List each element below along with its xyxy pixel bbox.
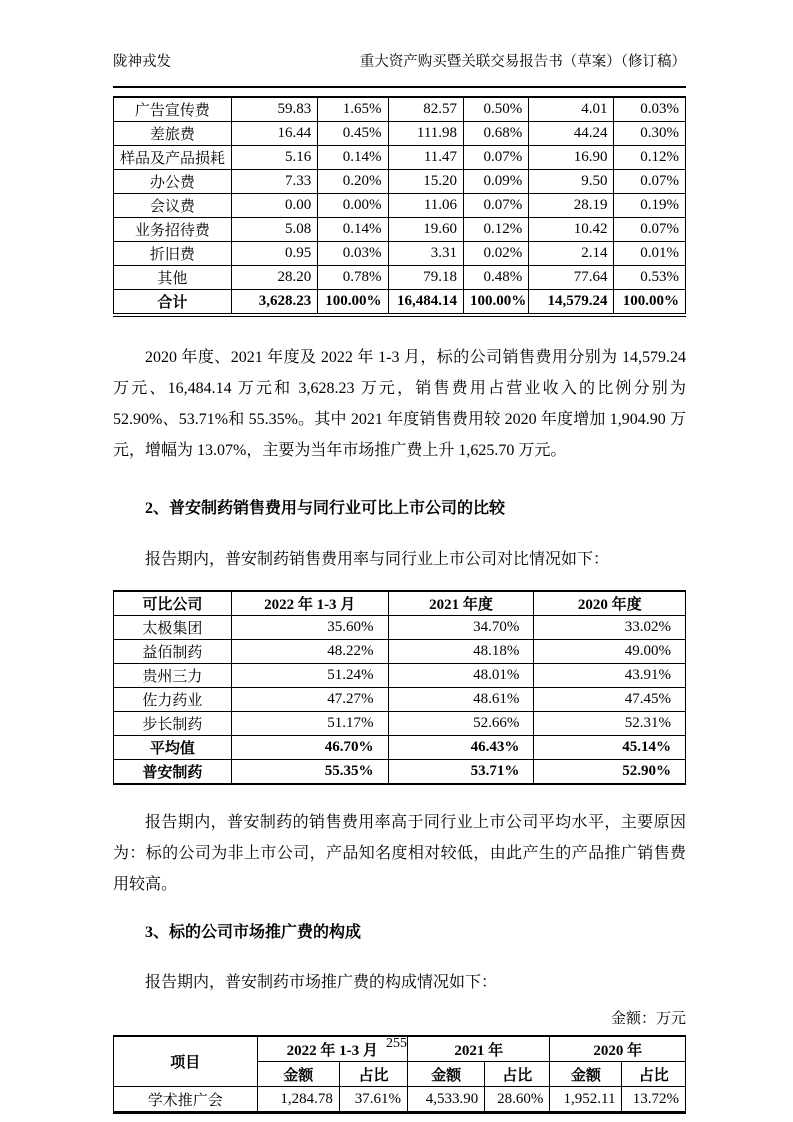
cell: 3,628.23 <box>231 290 317 316</box>
cell: 4.01 <box>529 97 614 122</box>
row-label: 佐力药业 <box>114 688 232 712</box>
column-header-period: 2021 年 <box>407 1036 549 1062</box>
cell: 28.60% <box>485 1087 550 1113</box>
table-row <box>114 688 686 712</box>
cell: 47.45% <box>534 688 686 712</box>
row-label: 差旅费 <box>114 122 232 146</box>
cell: 0.53% <box>614 266 686 290</box>
header-report-title: 重大资产购买暨关联交易报告书（草案）（修订稿） <box>359 54 686 70</box>
cell: 51.17% <box>231 712 388 736</box>
cell: 15.20 <box>388 170 464 194</box>
table-row <box>114 1087 686 1113</box>
row-label: 太极集团 <box>114 616 232 640</box>
cell: 59.83 <box>231 97 317 122</box>
row-label: 贵州三力 <box>114 664 232 688</box>
cell: 5.16 <box>231 146 317 170</box>
column-header-period: 2022 年 1-3 月 <box>257 1036 407 1062</box>
cell: 0.01% <box>614 242 686 266</box>
cell: 51.24% <box>231 664 388 688</box>
cell: 0.00 <box>231 194 317 218</box>
column-header: 可比公司 <box>114 591 232 616</box>
table-row <box>114 170 686 194</box>
cell: 0.68% <box>464 122 529 146</box>
cell: 0.00% <box>318 194 388 218</box>
table-row-average <box>114 736 686 760</box>
row-label: 益佰制药 <box>114 640 232 664</box>
cell: 7.33 <box>231 170 317 194</box>
cell: 16,484.14 <box>388 290 464 316</box>
cell: 0.09% <box>464 170 529 194</box>
cell: 48.61% <box>388 688 534 712</box>
cell: 77.64 <box>529 266 614 290</box>
cell: 52.90% <box>534 760 686 785</box>
cell: 0.95 <box>231 242 317 266</box>
cell: 0.19% <box>614 194 686 218</box>
section-heading-comparison: 2、普安制药销售费用与同行业可比上市公司的比较 <box>145 500 506 517</box>
page-number: 255 <box>386 1036 407 1051</box>
table-row <box>114 122 686 146</box>
cell: 48.22% <box>231 640 388 664</box>
cell: 100.00% <box>318 290 388 316</box>
table-row <box>114 266 686 290</box>
cell: 1,284.78 <box>257 1087 339 1113</box>
cell: 3.31 <box>388 242 464 266</box>
cell: 46.43% <box>388 736 534 760</box>
cell: 4,533.90 <box>407 1087 484 1113</box>
column-header: 2022 年 1-3 月 <box>231 591 388 616</box>
cell: 44.24 <box>529 122 614 146</box>
cell: 43.91% <box>534 664 686 688</box>
cell: 28.20 <box>231 266 317 290</box>
table-row <box>114 194 686 218</box>
section-heading-promo-fee: 3、标的公司市场推广费的构成 <box>145 924 362 941</box>
cell: 13.72% <box>622 1087 686 1113</box>
paragraph-comparison-intro: 报告期内，普安制药销售费用率与同行业上市公司对比情况如下： <box>145 551 610 568</box>
cell: 0.48% <box>464 266 529 290</box>
row-label: 其他 <box>114 266 232 290</box>
expense-table <box>113 96 686 317</box>
cell: 55.35% <box>231 760 388 785</box>
header-company-name: 陇神戎发 <box>113 54 171 70</box>
page-content <box>113 0 686 1114</box>
cell: 49.00% <box>534 640 686 664</box>
cell: 0.12% <box>614 146 686 170</box>
column-subheader: 占比 <box>485 1062 550 1087</box>
cell: 0.07% <box>614 218 686 242</box>
cell: 1,952.11 <box>550 1087 622 1113</box>
table-row <box>114 97 686 122</box>
comparison-table <box>113 590 686 785</box>
row-label: 步长制药 <box>114 712 232 736</box>
cell: 0.45% <box>318 122 388 146</box>
cell: 0.20% <box>318 170 388 194</box>
cell: 0.30% <box>614 122 686 146</box>
table-row <box>114 616 686 640</box>
cell: 0.78% <box>318 266 388 290</box>
cell: 16.90 <box>529 146 614 170</box>
cell: 35.60% <box>231 616 388 640</box>
column-subheader: 占比 <box>622 1062 686 1087</box>
row-label: 学术推广会 <box>114 1087 258 1113</box>
cell: 0.02% <box>464 242 529 266</box>
column-header: 2020 年度 <box>534 591 686 616</box>
cell: 100.00% <box>464 290 529 316</box>
column-subheader: 金额 <box>257 1062 339 1087</box>
cell: 2.14 <box>529 242 614 266</box>
cell: 5.08 <box>231 218 317 242</box>
row-label: 折旧费 <box>114 242 232 266</box>
cell: 45.14% <box>534 736 686 760</box>
cell: 0.07% <box>614 170 686 194</box>
table-header-row <box>114 591 686 616</box>
cell: 11.06 <box>388 194 464 218</box>
table-row-target-company <box>114 760 686 785</box>
column-header-item: 项目 <box>114 1036 258 1087</box>
cell: 14,579.24 <box>529 290 614 316</box>
row-label: 合计 <box>114 290 232 316</box>
column-header-period: 2020 年 <box>550 1036 686 1062</box>
table-row <box>114 640 686 664</box>
cell: 9.50 <box>529 170 614 194</box>
row-label: 样品及产品损耗 <box>114 146 232 170</box>
cell: 11.47 <box>388 146 464 170</box>
table-row <box>114 218 686 242</box>
cell: 34.70% <box>388 616 534 640</box>
cell: 82.57 <box>388 97 464 122</box>
cell: 0.03% <box>614 97 686 122</box>
row-label: 办公费 <box>114 170 232 194</box>
cell: 46.70% <box>231 736 388 760</box>
cell: 37.61% <box>339 1087 407 1113</box>
cell: 79.18 <box>388 266 464 290</box>
table-row <box>114 712 686 736</box>
cell: 52.66% <box>388 712 534 736</box>
cell: 19.60 <box>388 218 464 242</box>
cell: 48.18% <box>388 640 534 664</box>
row-label: 广告宣传费 <box>114 97 232 122</box>
cell: 48.01% <box>388 664 534 688</box>
paragraph-comparison-analysis: 报告期内，普安制药的销售费用率高于同行业上市公司平均水平，主要原因为：标的公司为非上市公司，产品知名度相对较低，由此产生的产品推广销售费用较高。 <box>113 814 686 893</box>
cell: 100.00% <box>614 290 686 316</box>
row-label: 会议费 <box>114 194 232 218</box>
cell: 0.07% <box>464 194 529 218</box>
table-row <box>114 146 686 170</box>
column-subheader: 金额 <box>550 1062 622 1087</box>
table-row <box>114 664 686 688</box>
row-label: 平均值 <box>114 736 232 760</box>
unit-note: 金额：万元 <box>610 1011 686 1027</box>
column-subheader: 金额 <box>407 1062 484 1087</box>
column-header: 2021 年度 <box>388 591 534 616</box>
cell: 53.71% <box>388 760 534 785</box>
table-row-total <box>114 290 686 316</box>
cell: 0.14% <box>318 218 388 242</box>
cell: 52.31% <box>534 712 686 736</box>
column-subheader: 占比 <box>339 1062 407 1087</box>
cell: 111.98 <box>388 122 464 146</box>
row-label: 普安制药 <box>114 760 232 785</box>
cell: 0.12% <box>464 218 529 242</box>
table-row <box>114 242 686 266</box>
cell: 0.03% <box>318 242 388 266</box>
cell: 33.02% <box>534 616 686 640</box>
row-label: 业务招待费 <box>114 218 232 242</box>
cell: 0.50% <box>464 97 529 122</box>
cell: 10.42 <box>529 218 614 242</box>
cell: 47.27% <box>231 688 388 712</box>
cell: 1.65% <box>318 97 388 122</box>
cell: 28.19 <box>529 194 614 218</box>
cell: 16.44 <box>231 122 317 146</box>
paragraph-sales-expense-summary: 2020 年度、2021 年度及 2022 年 1-3 月，标的公司销售费用分别为 14,579.24 万元、16,484.14 万元和 3,628.23 万元，销售费用占营业收入的比例分别为 52.90%、53.71%和 55.35%。其中 2021 年度销售费用较 2020 年度增加 1,904.90 万元，增幅为 13.07%，主要为当年市场推广费上升 1,625.70 万元。 <box>113 349 686 459</box>
doc-header <box>113 0 686 88</box>
paragraph-promo-intro: 报告期内，普安制药市场推广费的构成情况如下： <box>145 974 498 991</box>
cell: 0.14% <box>318 146 388 170</box>
cell: 0.07% <box>464 146 529 170</box>
